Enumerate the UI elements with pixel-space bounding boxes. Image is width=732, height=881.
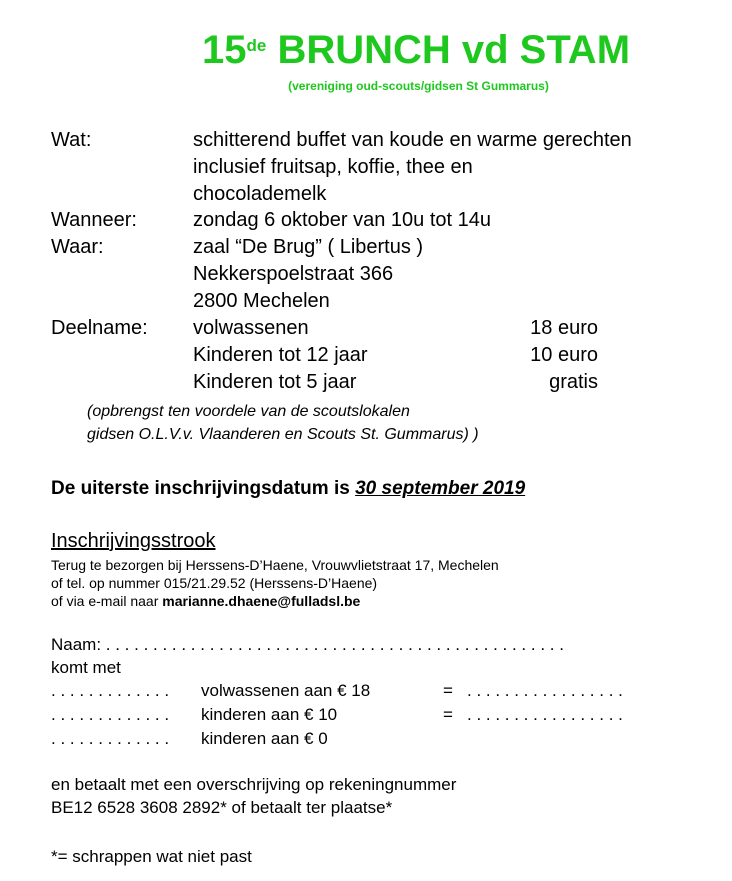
row-kids10-label: kinderen aan € 10 bbox=[201, 705, 338, 724]
price-kids-12: 10 euro bbox=[530, 344, 598, 366]
waar-label: Waar: bbox=[51, 236, 104, 258]
row-adults-dots[interactable]: . . . . . . . . . . . . . bbox=[51, 681, 170, 700]
waar-line-3: 2800 Mechelen bbox=[193, 290, 330, 312]
payment-line-1: en betaalt met een overschrijving op rekeningnummer bbox=[51, 775, 457, 794]
wat-line-1: schitterend buffet van koude en warme gerechten bbox=[193, 129, 632, 151]
price-kids-5: gratis bbox=[549, 371, 598, 393]
footnote: *= schrappen wat niet past bbox=[51, 847, 252, 866]
price-who-kids-5: Kinderen tot 5 jaar bbox=[193, 371, 357, 393]
deadline-date: 30 september 2019 bbox=[355, 478, 526, 499]
subtitle: (vereniging oud-scouts/gidsen St Gummarus) bbox=[288, 79, 549, 93]
waar-line-2: Nekkerspoelstraat 366 bbox=[193, 263, 394, 285]
title-text: BRUNCH vd STAM bbox=[277, 28, 631, 72]
deadline-text bbox=[51, 478, 525, 500]
note-line-1: (opbrengst ten voordele van de scoutslokalen bbox=[87, 403, 410, 420]
naam-field[interactable]: Naam: . . . . . . . . . . . . . . . . . . . . . . . . . . . . . . . . . . . . . . . . . . . . . . . . . bbox=[51, 635, 564, 654]
note-line-2: gidsen O.L.V.v. Vlaanderen en Scouts St. Gummarus) ) bbox=[87, 426, 479, 443]
waar-line-1: zaal “De Brug” ( Libertus ) bbox=[193, 236, 424, 258]
wat-line-2: inclusief fruitsap, koffie, thee en bbox=[193, 156, 473, 178]
row-kids10-dots[interactable]: . . . . . . . . . . . . . bbox=[51, 705, 170, 724]
wanneer-value: zondag 6 oktober van 10u tot 14u bbox=[193, 209, 492, 231]
wat-line-3: chocolademelk bbox=[193, 183, 327, 205]
price-adults: 18 euro bbox=[530, 317, 598, 339]
email-prefix: of via e-mail naar bbox=[51, 593, 163, 609]
row-adults-eq: = bbox=[443, 681, 453, 700]
price-who-kids-12: Kinderen tot 12 jaar bbox=[193, 344, 368, 366]
deadline-prefix: De uiterste inschrijvingsdatum is bbox=[51, 478, 356, 499]
row-kids0-label: kinderen aan € 0 bbox=[201, 729, 328, 748]
wat-label: Wat: bbox=[51, 129, 92, 151]
registration-line-1: Terug te bezorgen bij Herssens-D’Haene, Vrouwvlietstraat 17, Mechelen bbox=[51, 557, 499, 573]
registration-heading: Inschrijvingsstrook bbox=[51, 530, 216, 552]
wanneer-label: Wanneer: bbox=[51, 209, 137, 231]
registration-line-3 bbox=[51, 593, 360, 610]
payment-line-2: BE12 6528 3608 2892* of betaalt ter plaatse* bbox=[51, 798, 393, 817]
komt-met: komt met bbox=[51, 658, 121, 677]
email-link[interactable]: marianne.dhaene@fulladsl.be bbox=[162, 593, 361, 609]
row-adults-total[interactable]: . . . . . . . . . . . . . . . . . bbox=[467, 681, 623, 700]
registration-line-2: of tel. op nummer 015/21.29.52 (Herssens-D’Haene) bbox=[51, 575, 378, 591]
row-kids0-dots[interactable]: . . . . . . . . . . . . . bbox=[51, 729, 170, 748]
price-who-adults: volwassenen bbox=[193, 317, 309, 339]
page-title bbox=[0, 26, 732, 74]
title-superscript: de bbox=[246, 36, 267, 55]
row-adults-label: volwassenen aan € 18 bbox=[201, 681, 371, 700]
deelname-label: Deelname: bbox=[51, 317, 148, 339]
title-number: 15 bbox=[201, 28, 247, 72]
row-kids10-total[interactable]: . . . . . . . . . . . . . . . . . bbox=[467, 705, 623, 724]
row-kids10-eq: = bbox=[443, 705, 453, 724]
